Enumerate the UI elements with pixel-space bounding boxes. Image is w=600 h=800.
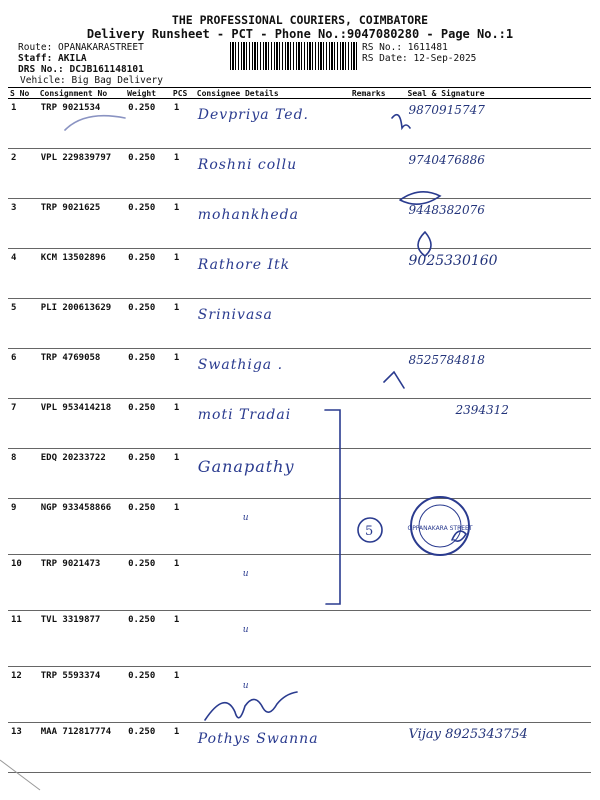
cell-pcs: 1 <box>171 449 195 499</box>
cell-weight: 0.250 <box>125 149 171 199</box>
route-label: Route: OPANAKARASTREET <box>18 42 144 53</box>
cell-remarks <box>350 199 406 249</box>
table-row <box>8 249 591 299</box>
cell-consignee: u <box>195 611 350 667</box>
cell-consignment: MAA 712817774 <box>38 723 125 773</box>
cell-sno: 13 <box>8 723 38 773</box>
cell-pcs: 1 <box>171 99 195 149</box>
table-row <box>8 449 591 499</box>
cell-consignee: Rathore Itk <box>195 249 350 299</box>
cell-pcs: 1 <box>171 723 195 773</box>
cell-consignment: TRP 9021473 <box>38 555 125 611</box>
cell-signature: 9025330160 <box>406 249 592 299</box>
cell-consignee: Srinivasa <box>195 299 350 349</box>
cell-remarks <box>350 249 406 299</box>
cell-sno: 7 <box>8 399 38 449</box>
cell-weight: 0.250 <box>125 449 171 499</box>
cell-consignment: TRP 9021625 <box>38 199 125 249</box>
cell-sno: 8 <box>8 449 38 499</box>
table-row <box>8 555 591 611</box>
cell-signature: 9448382076 <box>406 199 592 249</box>
cell-consignment: VPL 229839797 <box>38 149 125 199</box>
cell-signature: 2394312 <box>406 399 592 449</box>
cell-weight: 0.250 <box>125 349 171 399</box>
cell-sno: 3 <box>8 199 38 249</box>
rs-number: RS No.: 1611481 <box>362 42 448 53</box>
cell-consignment: TRP 5593374 <box>38 667 125 723</box>
cell-pcs: 1 <box>171 299 195 349</box>
cell-consignment: KCM 13502896 <box>38 249 125 299</box>
cell-remarks <box>350 555 406 611</box>
cell-pcs: 1 <box>171 611 195 667</box>
cell-consignee: u <box>195 499 350 555</box>
cell-weight: 0.250 <box>125 499 171 555</box>
table-row <box>8 99 591 149</box>
cell-sno: 10 <box>8 555 38 611</box>
cell-consignee: Devpriya Ted. <box>195 99 350 149</box>
runsheet-subtitle: Delivery Runsheet - PCT - Phone No.:9047080280 - Page No.:1 <box>86 27 514 41</box>
staff-label: Staff: AKILA <box>18 53 87 64</box>
cell-sno: 12 <box>8 667 38 723</box>
cell-consignment: TRP 9021534 <box>38 99 125 149</box>
barcode <box>230 42 358 70</box>
cell-pcs: 1 <box>171 499 195 555</box>
cell-consignee: Pothys Swanna <box>195 723 350 773</box>
cell-pcs: 1 <box>171 399 195 449</box>
cell-consignee: Ganapathy <box>195 449 350 499</box>
table-row <box>8 611 591 667</box>
cell-sno: 9 <box>8 499 38 555</box>
runsheet-table <box>8 87 591 773</box>
col-header-consignment: Consignment No <box>38 88 125 99</box>
cell-remarks <box>350 667 406 723</box>
cell-consignee: Roshni collu <box>195 149 350 199</box>
cell-consignment: TRP 4769058 <box>38 349 125 399</box>
cell-consignment: TVL 3319877 <box>38 611 125 667</box>
cell-sno: 1 <box>8 99 38 149</box>
cell-weight: 0.250 <box>125 249 171 299</box>
cell-signature <box>406 499 592 555</box>
cell-signature <box>406 555 592 611</box>
cell-weight: 0.250 <box>125 399 171 449</box>
vehicle-label: Vehicle: Big Bag Delivery <box>20 75 163 86</box>
table-row <box>8 723 591 773</box>
col-header-consignee: Consignee Details <box>195 88 350 99</box>
cell-consignee: u <box>195 555 350 611</box>
cell-remarks <box>350 611 406 667</box>
cell-consignee: mohankheda <box>195 199 350 249</box>
cell-pcs: 1 <box>171 349 195 399</box>
col-header-seal: Seal & Signature <box>406 88 592 99</box>
col-header-pcs: PCS <box>171 88 195 99</box>
table-row <box>8 149 591 199</box>
cell-weight: 0.250 <box>125 667 171 723</box>
cell-remarks <box>350 149 406 199</box>
rs-date: RS Date: 12-Sep-2025 <box>362 53 477 64</box>
table-header-row <box>8 88 591 99</box>
table-row <box>8 349 591 399</box>
cell-remarks <box>350 499 406 555</box>
circled-number: 5 <box>365 524 374 539</box>
cell-remarks <box>350 399 406 449</box>
col-header-remarks: Remarks <box>350 88 406 99</box>
cell-sno: 5 <box>8 299 38 349</box>
cell-sno: 11 <box>8 611 38 667</box>
col-header-weight: Weight <box>125 88 171 99</box>
table-row <box>8 199 591 249</box>
company-title: THE PROFESSIONAL COURIERS, COIMBATORE <box>171 13 429 27</box>
cell-weight: 0.250 <box>125 555 171 611</box>
table-row <box>8 399 591 449</box>
cell-weight: 0.250 <box>125 199 171 249</box>
cell-consignment: VPL 953414218 <box>38 399 125 449</box>
cell-sno: 2 <box>8 149 38 199</box>
cell-signature <box>406 299 592 349</box>
cell-signature <box>406 667 592 723</box>
cell-pcs: 1 <box>171 249 195 299</box>
cell-signature <box>406 449 592 499</box>
cell-consignee: moti Tradai <box>195 399 350 449</box>
cell-weight: 0.250 <box>125 723 171 773</box>
cell-sno: 4 <box>8 249 38 299</box>
cell-consignee: Swathiga . <box>195 349 350 399</box>
cell-signature: Vijay 8925343754 <box>406 723 592 773</box>
seal-text: OPPANAKARA STREET <box>407 525 473 532</box>
col-header-sno: S No <box>8 88 38 99</box>
cell-remarks <box>350 99 406 149</box>
cell-pcs: 1 <box>171 667 195 723</box>
cell-pcs: 1 <box>171 555 195 611</box>
cell-consignee: u <box>195 667 350 723</box>
cell-signature: 8525784818 <box>406 349 592 399</box>
table-row <box>8 667 591 723</box>
cell-sno: 6 <box>8 349 38 399</box>
cell-weight: 0.250 <box>125 299 171 349</box>
table-row <box>8 499 591 555</box>
cell-consignment: PLI 200613629 <box>38 299 125 349</box>
cell-weight: 0.250 <box>125 99 171 149</box>
table-row <box>8 299 591 349</box>
cell-pcs: 1 <box>171 149 195 199</box>
cell-remarks <box>350 299 406 349</box>
cell-signature <box>406 611 592 667</box>
cell-signature: 9870915747 <box>406 99 592 149</box>
cell-consignment: NGP 933458866 <box>38 499 125 555</box>
cell-remarks <box>350 723 406 773</box>
cell-weight: 0.250 <box>125 611 171 667</box>
drs-number: DRS No.: DCJB161148101 <box>18 64 144 75</box>
cell-consignment: EDQ 20233722 <box>38 449 125 499</box>
cell-remarks <box>350 449 406 499</box>
cell-pcs: 1 <box>171 199 195 249</box>
cell-signature: 9740476886 <box>406 149 592 199</box>
cell-remarks <box>350 349 406 399</box>
